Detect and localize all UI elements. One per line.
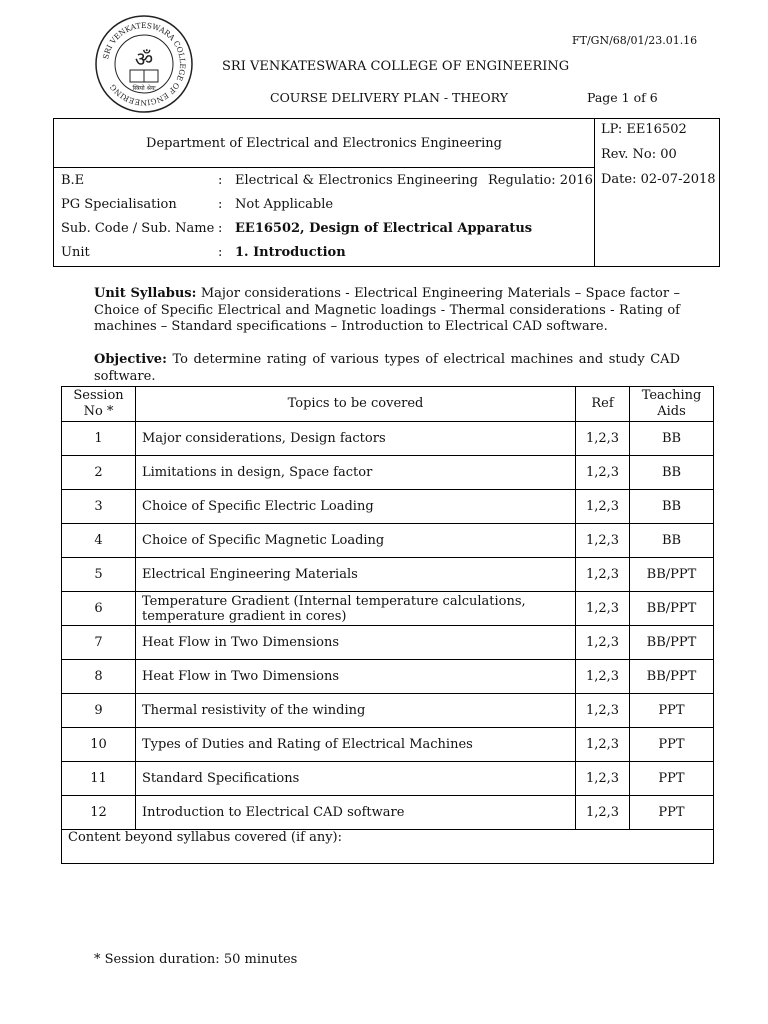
- topics-table: [61, 386, 714, 864]
- unit-label: Unit: [61, 245, 90, 260]
- unit-syllabus-label: Unit Syllabus:: [94, 286, 197, 301]
- session-no: 8: [62, 660, 136, 694]
- degree-label: B.E: [61, 173, 85, 188]
- topic: Standard Specifications: [136, 762, 576, 796]
- subject-label: Sub. Code / Sub. Name: [61, 221, 215, 236]
- ref: 1,2,3: [576, 558, 630, 592]
- session-duration-note: * Session duration: 50 minutes: [94, 952, 298, 967]
- lp-code: LP: EE16502: [601, 122, 687, 137]
- topic: Temperature Gradient (Internal temperature calculations, temperature gradient in cores): [136, 592, 576, 626]
- ref: 1,2,3: [576, 728, 630, 762]
- teaching-aids: BB: [630, 456, 714, 490]
- degree-value: Electrical & Electronics Engineering: [235, 173, 478, 188]
- topic: Types of Duties and Rating of Electrical Machines: [136, 728, 576, 762]
- header-teaching-aids: Teaching Aids: [630, 387, 714, 422]
- session-no: 11: [62, 762, 136, 796]
- colon: :: [218, 221, 223, 236]
- colon: :: [218, 173, 223, 188]
- table-row: [62, 796, 714, 830]
- table-row: [62, 592, 714, 626]
- svg-text:ॐ: ॐ: [134, 47, 154, 71]
- session-no: 4: [62, 524, 136, 558]
- session-no: 6: [62, 592, 136, 626]
- table-row: [62, 524, 714, 558]
- session-no: 1: [62, 422, 136, 456]
- table-row: [62, 694, 714, 728]
- document-code: FT/GN/68/01/23.01.16: [572, 34, 698, 47]
- teaching-aids: BB: [630, 422, 714, 456]
- header-session: Session No *: [62, 387, 136, 422]
- subject-value: EE16502, Design of Electrical Apparatus: [235, 221, 533, 236]
- session-no: 12: [62, 796, 136, 830]
- session-no: 10: [62, 728, 136, 762]
- session-no: 7: [62, 626, 136, 660]
- objective: [94, 352, 680, 385]
- ref: 1,2,3: [576, 796, 630, 830]
- unit-value: 1. Introduction: [235, 245, 346, 260]
- table-header-row: [62, 387, 714, 422]
- objective-text: To determine rating of various types of electrical machines and study CAD software.: [94, 352, 680, 384]
- teaching-aids: BB/PPT: [630, 626, 714, 660]
- topic: Thermal resistivity of the winding: [136, 694, 576, 728]
- unit-syllabus: [94, 286, 680, 336]
- ref: 1,2,3: [576, 660, 630, 694]
- plan-title: COURSE DELIVERY PLAN - THEORY: [270, 90, 508, 105]
- teaching-aids: BB: [630, 524, 714, 558]
- content-beyond-syllabus-row: [62, 830, 714, 864]
- svg-text:SRI VENKATESWARA COLLEGE OF EN: SRI VENKATESWARA COLLEGE OF ENGINEERING: [101, 20, 188, 108]
- table-row: [62, 660, 714, 694]
- unit-syllabus-text: Major considerations - Electrical Engineering Materials – Space factor – Choice of Specific Electrical and Magnetic loadings - Thermal considerations - Rating of machines – Standard specifications – Introduction to Electrical CAD software.: [94, 286, 680, 334]
- objective-label: Objective:: [94, 352, 167, 367]
- topic: Choice of Specific Electric Loading: [136, 490, 576, 524]
- topic: Heat Flow in Two Dimensions: [136, 626, 576, 660]
- teaching-aids: PPT: [630, 728, 714, 762]
- pg-specialisation-label: PG Specialisation: [61, 197, 177, 212]
- teaching-aids: BB/PPT: [630, 592, 714, 626]
- table-row: [62, 456, 714, 490]
- table-row: [62, 490, 714, 524]
- teaching-aids: BB/PPT: [630, 558, 714, 592]
- teaching-aids: PPT: [630, 796, 714, 830]
- ref: 1,2,3: [576, 626, 630, 660]
- topic: Major considerations, Design factors: [136, 422, 576, 456]
- table-row: [62, 558, 714, 592]
- ref: 1,2,3: [576, 694, 630, 728]
- topic: Limitations in design, Space factor: [136, 456, 576, 490]
- topic: Choice of Specific Magnetic Loading: [136, 524, 576, 558]
- table-row: [62, 728, 714, 762]
- session-no: 3: [62, 490, 136, 524]
- session-no: 5: [62, 558, 136, 592]
- session-no: 2: [62, 456, 136, 490]
- topic: Introduction to Electrical CAD software: [136, 796, 576, 830]
- header-ref: Ref: [576, 387, 630, 422]
- ref: 1,2,3: [576, 524, 630, 558]
- teaching-aids: BB/PPT: [630, 660, 714, 694]
- table-row: [62, 762, 714, 796]
- ref: 1,2,3: [576, 592, 630, 626]
- plan-date: Date: 02-07-2018: [601, 172, 716, 187]
- department-name: Department of Electrical and Electronics Engineering: [146, 136, 502, 151]
- table-row: [62, 626, 714, 660]
- ref: 1,2,3: [576, 490, 630, 524]
- ref: 1,2,3: [576, 456, 630, 490]
- content-beyond-syllabus: Content beyond syllabus covered (if any):: [62, 830, 714, 864]
- ref: 1,2,3: [576, 422, 630, 456]
- session-no: 9: [62, 694, 136, 728]
- svg-text:स्त्रियो श्रेयः: स्त्रियो श्रेयः: [132, 85, 156, 92]
- revision-number: Rev. No: 00: [601, 147, 677, 162]
- teaching-aids: PPT: [630, 762, 714, 796]
- regulation-value: Regulatio: 2016: [488, 173, 593, 188]
- course-info-box: [53, 118, 720, 267]
- colon: :: [218, 197, 223, 212]
- header-topics: Topics to be covered: [136, 387, 576, 422]
- college-logo: [94, 14, 194, 114]
- topic: Heat Flow in Two Dimensions: [136, 660, 576, 694]
- teaching-aids: PPT: [630, 694, 714, 728]
- topic: Electrical Engineering Materials: [136, 558, 576, 592]
- table-row: [62, 422, 714, 456]
- colon: :: [218, 245, 223, 260]
- page-number: Page 1 of 6: [587, 90, 658, 105]
- ref: 1,2,3: [576, 762, 630, 796]
- pg-specialisation-value: Not Applicable: [235, 197, 334, 212]
- teaching-aids: BB: [630, 490, 714, 524]
- college-name: SRI VENKATESWARA COLLEGE OF ENGINEERING: [222, 59, 570, 74]
